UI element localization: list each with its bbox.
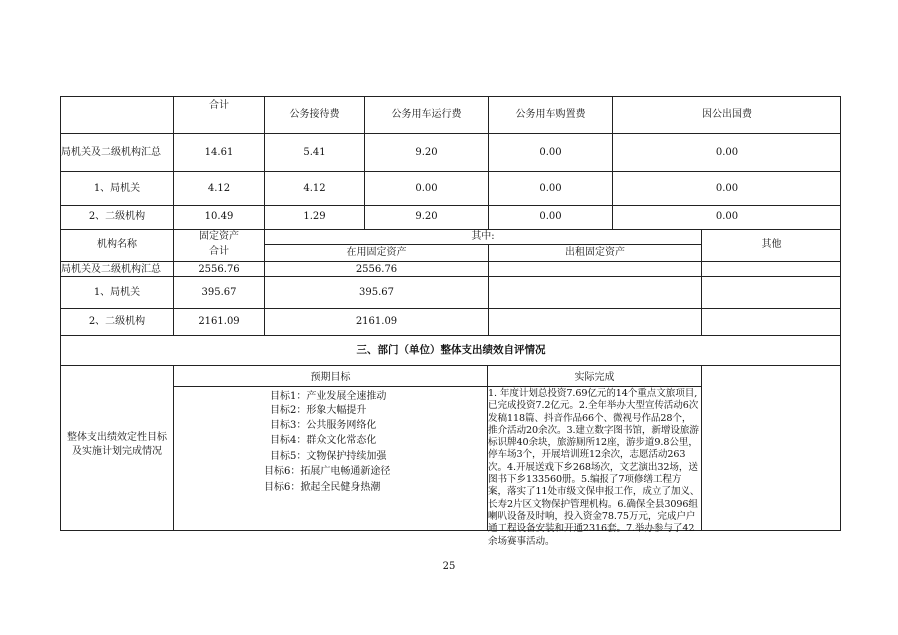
table2-header-fixed: 固定资产 xyxy=(199,231,239,242)
table1-header-total: 合计 xyxy=(209,100,229,111)
table1-header-abroad: 因公出国费 xyxy=(702,109,752,120)
table1-row-name: 1、局机关 xyxy=(93,183,141,194)
table2-cell-inuse: 2161.09 xyxy=(355,316,398,327)
goal-item: 目标2：形象大幅提升 xyxy=(270,405,367,416)
grid-line xyxy=(701,365,702,531)
table1-cell: 0.00 xyxy=(715,211,739,222)
table2-cell-inuse: 395.67 xyxy=(359,287,394,298)
grid-line xyxy=(60,133,841,134)
table2-header-rent: 出租固定资产 xyxy=(565,247,625,258)
table2-header-name: 机构名称 xyxy=(97,239,137,250)
table1-row-name: 局机关及二级机构汇总 xyxy=(61,147,161,158)
grid-line xyxy=(173,386,701,387)
table1-header-reception: 公务接待费 xyxy=(289,109,340,120)
table1-cell: 9.20 xyxy=(415,211,438,222)
table2-header-fixed-total: 合计 xyxy=(209,246,229,257)
grid-line xyxy=(264,244,701,245)
table2-row-name: 2、二级机构 xyxy=(88,316,146,327)
table1-cell: 9.20 xyxy=(415,147,438,158)
table1-cell: 10.49 xyxy=(204,211,234,222)
table2-row-name: 局机关及二级机构汇总 xyxy=(61,264,161,275)
table1-cell: 14.61 xyxy=(204,147,234,158)
table1-header-car-running: 公务用车运行费 xyxy=(391,109,462,120)
table2-cell-total: 2161.09 xyxy=(198,316,240,327)
expected-header: 预期目标 xyxy=(310,372,351,383)
table2-cell-total: 2556.76 xyxy=(198,264,240,275)
table2-header-other: 其他 xyxy=(761,239,782,250)
section3-row-label: 及实施计划完成情况 xyxy=(72,446,162,457)
section3-title: 三、部门（单位）整体支出绩效自评情况 xyxy=(356,344,546,356)
table1-cell: 0.00 xyxy=(539,147,562,158)
actual-completion-text: 1. 年度计划总投资7.69亿元的14个重点文旅项目,已完成投资7.2亿元。2.全年举办大型宣传活动6次发稿118篇、抖音作品66个、微视号作品28个，推介活动20余次。3.建立数字图书馆，新增设旅游标识牌40余块，旅游厕所12座，游步道9.8公里，停车场3个，开展培训班12余次，志愿活动263次。4.开展送戏下乡268场次，文艺演出32场，送图书下乡133560册。5.编报了7项修缮工程方案，落实了11处市级文保申报工作，成立了加义、长寿2片区文物保护管理机构。6.确保全县3096组喇叭设备及时响，投入资金78.75万元，完成户户通工程设备安装和开通2316套。7.举办参与了42余场赛事活动。 xyxy=(488,388,700,547)
grid-line xyxy=(60,205,841,206)
goal-item: 目标3：公共服务网络化 xyxy=(270,420,377,431)
grid-line xyxy=(60,308,841,309)
table1-cell: 0.00 xyxy=(539,183,562,194)
goal-item: 目标6：拓展广电畅通新途径 xyxy=(264,466,391,477)
table1-cell: 0.00 xyxy=(539,211,562,222)
table2-row-name: 1、局机关 xyxy=(93,287,141,298)
grid-line xyxy=(60,261,841,262)
table2-header-inuse: 在用固定资产 xyxy=(346,247,407,258)
table1-cell: 0.00 xyxy=(715,183,739,194)
table2-cell-inuse: 2556.76 xyxy=(355,264,398,275)
grid-line xyxy=(173,365,174,531)
page-number: 25 xyxy=(442,561,456,572)
section3-row-label: 整体支出绩效定性目标 xyxy=(67,432,167,443)
actual-header: 实际完成 xyxy=(574,372,615,383)
table1-cell: 5.41 xyxy=(303,147,326,158)
grid-line xyxy=(173,96,174,230)
table1-row-name: 2、二级机构 xyxy=(88,211,146,222)
table2-header-among: 其中: xyxy=(471,231,495,242)
table1-cell: 1.29 xyxy=(303,211,326,222)
table1-header-car-purchase: 公务用车购置费 xyxy=(515,109,586,120)
grid-line xyxy=(60,365,841,366)
grid-line xyxy=(60,276,841,277)
goal-item: 目标1：产业发展全速推动 xyxy=(270,391,387,402)
table1-cell: 0.00 xyxy=(715,147,739,158)
grid-line xyxy=(60,171,841,172)
goal-item: 目标6：掀起全民健身热潮 xyxy=(264,482,381,493)
goal-item: 目标5：文物保护持续加强 xyxy=(270,451,387,462)
goal-item: 目标4：群众文化常态化 xyxy=(270,435,377,446)
table1-cell: 4.12 xyxy=(303,183,326,194)
table1-cell: 0.00 xyxy=(415,183,438,194)
table2-cell-total: 395.67 xyxy=(201,287,237,298)
table1-cell: 4.12 xyxy=(207,183,231,194)
